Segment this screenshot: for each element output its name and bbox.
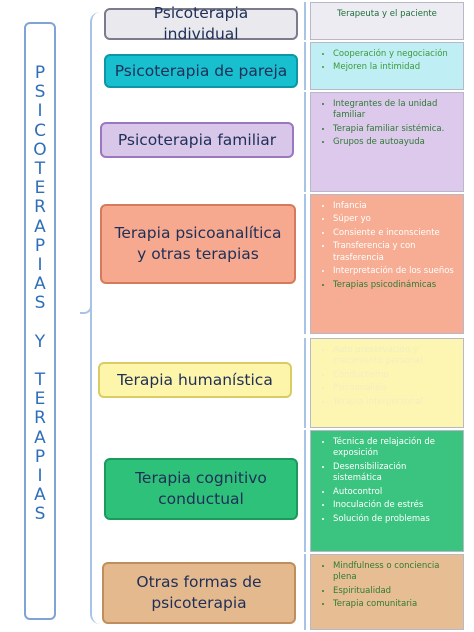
detail-item: • Inoculación de estrés	[333, 500, 457, 511]
detail-list	[311, 431, 463, 531]
detail-item: • Auto preservación y crecimiento personal	[333, 345, 457, 368]
detail-connector	[300, 2, 306, 40]
title-letter: I	[37, 254, 43, 275]
detail-item: • Mejoren la intimidad	[333, 62, 457, 73]
title-letter	[26, 313, 54, 332]
detail-box	[310, 92, 464, 192]
detail-list	[311, 93, 463, 155]
detail-item: • Infancia	[333, 201, 457, 212]
detail-item: • Terapia familiar sistémica.	[333, 124, 457, 135]
title-letter: A	[34, 274, 46, 295]
detail-item: • Terapias psicodinámicas	[333, 280, 457, 291]
title-letter: E	[34, 389, 46, 410]
title-letter: P	[34, 235, 46, 256]
detail-connector	[300, 430, 306, 552]
detail-box	[310, 42, 464, 90]
detail-item: • Mindfulness o conciencia plena	[333, 561, 457, 584]
therapy-box	[104, 54, 298, 88]
grouping-bracket	[90, 12, 104, 624]
detail-item: • Conductismo	[333, 370, 457, 381]
therapy-box	[102, 562, 296, 624]
title-letter: R	[34, 408, 46, 429]
detail-list	[311, 43, 463, 80]
detail-item: • Terapia comunitaria	[333, 599, 457, 610]
detail-item: • Integrantes de la unidad familiar	[333, 99, 457, 122]
detail-connector	[300, 42, 306, 90]
therapy-label: Psicoterapia familiar	[117, 130, 277, 149]
therapy-label: Terapia psicoanalítica y otras terapias	[114, 224, 282, 263]
detail-item: Terapeuta y el paciente	[337, 9, 437, 19]
title-letter: R	[34, 197, 46, 218]
title-letter: I	[37, 101, 43, 122]
detail-item: • Terapia interpersonal	[333, 397, 457, 408]
detail-item: • Transferencia y con trasferencia	[333, 241, 457, 264]
title-letter: C	[34, 120, 46, 141]
detail-connector	[300, 554, 306, 630]
detail-item: • Solución de problemas	[333, 514, 457, 525]
detail-list	[311, 339, 463, 414]
detail-item: • Técnica de relajación de exposición	[333, 437, 457, 460]
therapy-label: Otras formas de psicoterapia	[136, 573, 262, 612]
therapy-box	[104, 458, 298, 520]
title-letter: P	[34, 446, 46, 467]
title-letter: T	[34, 158, 46, 179]
title-letter	[26, 352, 54, 371]
title-letter: I	[37, 465, 43, 486]
detail-item: • Espiritualidad	[333, 586, 457, 597]
detail-connector	[300, 92, 306, 192]
detail-box	[310, 338, 464, 428]
title-letter: S	[34, 504, 46, 525]
therapy-label: Terapia humanística	[117, 370, 273, 389]
therapy-label: Psicoterapia individual	[153, 4, 249, 43]
detail-item: • Súper yo	[333, 214, 457, 225]
title-letter: E	[34, 178, 46, 199]
therapy-label: Terapia cognitivo conductual	[135, 469, 267, 508]
therapy-label: Psicoterapia de pareja	[114, 61, 288, 80]
title-letter: A	[34, 427, 46, 448]
therapy-box	[100, 204, 296, 284]
therapy-box	[100, 122, 294, 158]
title-letter: A	[34, 216, 46, 237]
detail-item: • Consiente e inconsciente	[333, 228, 457, 239]
title-letter: A	[34, 485, 46, 506]
detail-connector	[300, 338, 306, 428]
therapy-box	[104, 4, 298, 43]
title-letter: S	[34, 293, 46, 314]
detail-connector	[300, 194, 306, 334]
detail-item: • Autocontrol	[333, 487, 457, 498]
main-title-box	[24, 22, 56, 620]
detail-item: • Grupos de autoayuda	[333, 137, 457, 148]
title-letter: T	[34, 370, 46, 390]
title-letter: S	[34, 82, 46, 103]
detail-box	[310, 2, 464, 40]
detail-item: • Desensibilización sistemática	[333, 462, 457, 485]
title-letter: P	[34, 63, 46, 83]
detail-item: • Interpretación de los sueños	[333, 266, 457, 277]
detail-list	[311, 555, 463, 617]
detail-box	[310, 554, 464, 630]
detail-item: • Psicoanálisis	[333, 383, 457, 394]
title-letter: Y	[34, 331, 46, 352]
therapy-box	[98, 362, 292, 398]
detail-list	[311, 195, 463, 297]
detail-box	[310, 194, 464, 334]
detail-box	[310, 430, 464, 552]
title-letter: O	[33, 139, 47, 160]
detail-item: • Cooperación y negociación	[333, 49, 457, 60]
